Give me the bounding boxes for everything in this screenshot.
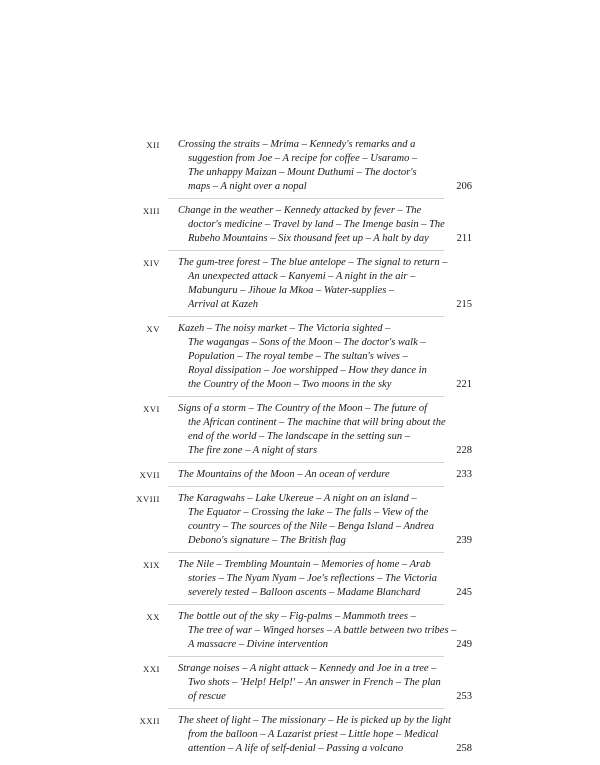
summary-line: A massacre – Divine intervention: [188, 639, 328, 650]
chapter-number: XIII: [142, 206, 160, 216]
toc-entry: [143, 402, 472, 463]
page-number: 215: [456, 299, 472, 310]
summary-line: Mabunguru – Jihoue la Mkoa – Water-supplies –: [188, 285, 395, 296]
summary-line: Signs of a storm – The Country of the Moon – The future of: [178, 403, 427, 414]
summary-line: the Country of the Moon – Two moons in the sky: [188, 379, 392, 390]
page-number: 221: [456, 379, 472, 390]
summary-line: Strange noises – A night attack – Kennedy and Joe in a tree –: [178, 663, 437, 674]
summary-line: of rescue: [188, 691, 226, 702]
summary-line: Population – The royal tembe – The sultan's wives –: [188, 351, 408, 362]
chapter-number: XV: [146, 324, 160, 334]
summary-line: The Nile – Trembling Mountain – Memories of home – Arab: [178, 559, 431, 570]
summary-line: Royal dissipation – Joe worshipped – How they dance in: [188, 365, 427, 376]
chapter-summary: [178, 322, 444, 392]
summary-line: doctor's medicine – Travel by land – The Imenge basin – The: [188, 219, 445, 230]
chapter-summary: [178, 610, 457, 652]
summary-line: The Karagwahs – Lake Ukereue – A night on an island –: [178, 493, 417, 504]
summary-line: stories – The Nyam Nyam – Joe's reflections – The Victoria: [188, 573, 437, 584]
toc-entry: [139, 714, 472, 760]
summary-line: Two shots – 'Help! Help!' – An answer in French – The plan: [188, 677, 441, 688]
page-number: 258: [456, 743, 472, 754]
chapter-number: XII: [146, 140, 160, 150]
summary-line: The fire zone – A night of stars: [188, 445, 318, 456]
summary-line: An unexpected attack – Kanyemi – A night in the air –: [188, 271, 416, 282]
chapter-summary: [178, 402, 444, 458]
summary-line: Debono's signature – The British flag: [188, 535, 346, 546]
summary-line: attention – A life of self-denial – Passing a volcano: [188, 743, 404, 754]
toc-entry: [139, 468, 472, 487]
summary-line: end of the world – The landscape in the setting sun –: [188, 431, 410, 442]
summary-line: The wagangas – Sons of the Moon – The doctor's walk –: [188, 337, 426, 348]
page-number: 245: [456, 587, 472, 598]
summary-line: Kazeh – The noisy market – The Victoria sighted –: [178, 323, 391, 334]
page-number: 211: [456, 233, 472, 244]
chapter-number: XVI: [143, 404, 160, 414]
table-of-contents: [136, 138, 472, 765]
summary-line: country – The sources of the Nile – Benga Island – Andrea: [188, 521, 435, 532]
summary-line: the African continent – The machine that will bring about the: [188, 417, 446, 428]
chapter-summary: [178, 204, 444, 246]
chapter-number: XIX: [143, 560, 160, 570]
chapter-number: XXII: [139, 716, 160, 726]
summary-line: Arrival at Kazeh: [188, 299, 258, 310]
chapter-summary: [178, 138, 444, 194]
chapter-summary: [178, 256, 448, 312]
toc-entry: [146, 610, 472, 657]
summary-line: The gum-tree forest – The blue antelope – The signal to return –: [178, 257, 448, 268]
summary-line: The Equator – Crossing the lake – The falls – View of the: [188, 507, 429, 518]
toc-entry: [143, 558, 472, 605]
summary-line: The sheet of light – The missionary – He is picked up by the light: [178, 715, 451, 726]
chapter-summary: [178, 468, 444, 482]
chapter-number: XXI: [143, 664, 160, 674]
toc-entry: [146, 138, 472, 199]
toc-entry: [146, 322, 472, 397]
summary-line: The tree of war – Winged horses – A battle between two tribes –: [188, 625, 457, 636]
chapter-summary: [178, 492, 444, 548]
summary-line: The bottle out of the sky – Fig-palms – Mammoth trees –: [178, 611, 416, 622]
chapter-summary: [178, 558, 444, 600]
summary-line: suggestion from Joe – A recipe for coffee – Usaramo –: [188, 153, 418, 164]
toc-entry: [136, 492, 472, 553]
summary-line: The unhappy Maizan – Mount Duthumi – The doctor's: [188, 167, 417, 178]
page-number: 228: [456, 445, 472, 456]
summary-line: Rubeho Mountains – Six thousand feet up – A halt by day: [188, 233, 429, 244]
page-number: 239: [456, 535, 472, 546]
page-number: 233: [456, 469, 472, 480]
chapter-summary: [178, 662, 444, 704]
page-number: 249: [456, 639, 472, 650]
chapter-number: XX: [146, 612, 160, 622]
toc-entry: [143, 662, 472, 709]
chapter-number: XVIII: [136, 494, 160, 504]
chapter-number: XIV: [143, 258, 160, 268]
page-number: 206: [456, 181, 472, 192]
summary-line: Crossing the straits – Mrima – Kennedy's remarks and a: [178, 139, 416, 150]
chapter-number: XVII: [139, 470, 160, 480]
summary-line: The Mountains of the Moon – An ocean of verdure: [178, 469, 390, 480]
page-number: 253: [456, 691, 472, 702]
toc-entry: [142, 204, 472, 251]
summary-line: maps – A night over a nopal: [188, 181, 307, 192]
toc-entry: [143, 256, 472, 317]
summary-line: from the balloon – A Lazarist priest – Little hope – Medical: [188, 729, 439, 740]
summary-line: Change in the weather – Kennedy attacked by fever – The: [178, 205, 422, 216]
summary-line: severely tested – Balloon ascents – Madame Blanchard: [188, 587, 421, 598]
